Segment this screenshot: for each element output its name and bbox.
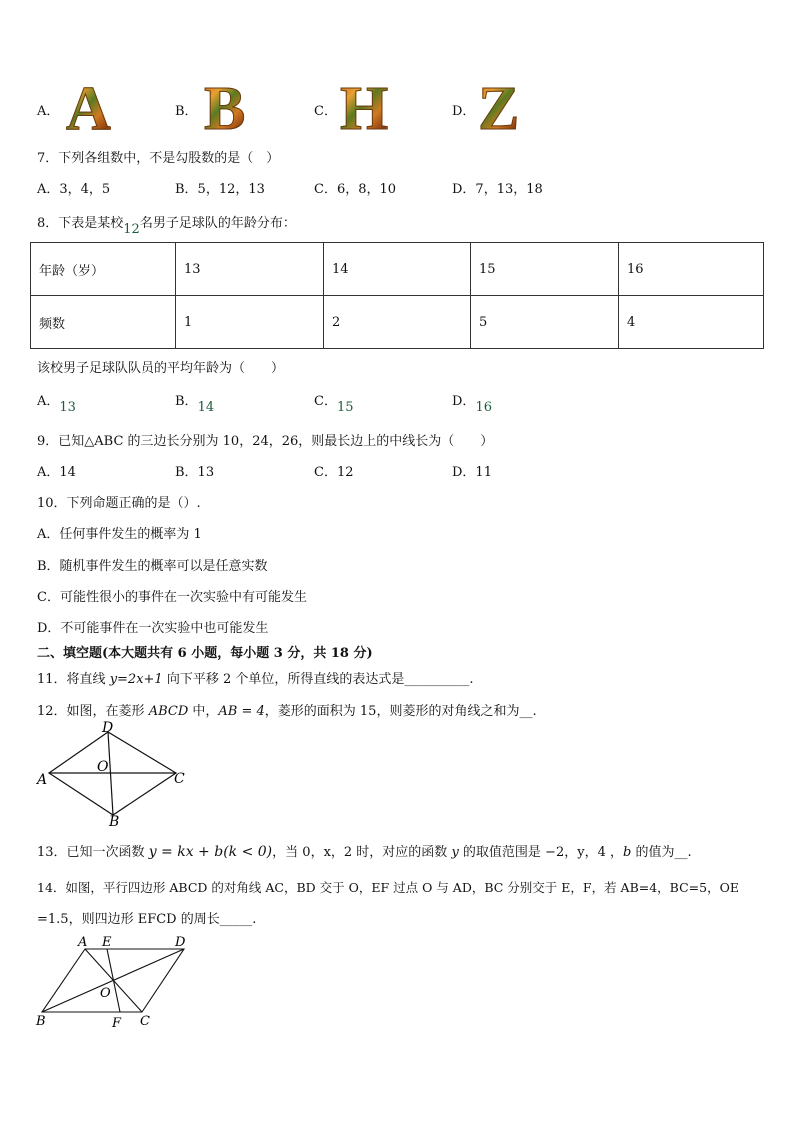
q8-option-c-label: C．	[314, 394, 337, 409]
q10-option-b: B．随机事件发生的概率可以是任意实数	[37, 559, 268, 574]
q13-b-var: b	[622, 845, 632, 860]
q10-option-d: D．不可能事件在一次实验中也可能发生	[37, 621, 269, 636]
q11-post: 向下平移 2 个单位，所得直线的表达式是	[162, 672, 405, 687]
q6-option-d-label: D．	[452, 104, 476, 119]
q7-stem: 7．下列各组数中，不是勾股数的是（ ）	[37, 151, 280, 166]
section-heading: 二、填空题(本大题共有 6 小题，每小题 3 分，共 18 分)	[37, 646, 373, 661]
table-cell: 16	[619, 243, 764, 296]
q13-mid: ，当 0	[272, 845, 311, 860]
q6-option-c-image: H	[340, 75, 389, 143]
q14-stem-line2: =1.5，则四边形 EFCD 的周长_____.	[37, 912, 257, 927]
q8-question: 该校男子足球队队员的平均年龄为（ ）	[37, 361, 285, 376]
q12-stem	[37, 700, 537, 719]
q6-option-d-image: Z	[478, 75, 520, 143]
q7-option-b: B．5，12，13	[175, 182, 265, 197]
q6-option-b-label: B．	[175, 104, 198, 119]
table-cell: 2	[324, 296, 471, 349]
segment-ef	[107, 949, 120, 1012]
label-c: C	[140, 1014, 150, 1029]
table-row	[31, 296, 764, 349]
q8-option-d	[452, 390, 492, 415]
q9-option-b: B．13	[175, 465, 215, 480]
table-cell: 频数	[31, 296, 176, 349]
q13-stem	[37, 841, 692, 860]
q11-stem	[37, 668, 474, 687]
age-distribution-table	[30, 242, 764, 349]
table-cell: 4	[619, 296, 764, 349]
label-a: A	[78, 935, 88, 950]
q7-option-d: D．7，13，18	[452, 182, 543, 197]
q6-option-c-label: C．	[314, 104, 337, 119]
q12-pre: 12．如图，在菱形	[37, 704, 149, 719]
rhombus-figure	[34, 720, 194, 828]
q13-post: 的值为	[631, 845, 675, 860]
table-cell: 15	[471, 243, 619, 296]
q11-pre: 11．将直线	[37, 672, 110, 687]
q9-option-a: A．14	[37, 465, 76, 480]
label-o: O	[97, 759, 109, 775]
q11-expression: y=2x+1	[109, 672, 163, 687]
q13-y-var: y	[451, 845, 459, 860]
q13-blank: __.	[674, 845, 692, 860]
q8-stem-start: 8．下表是某校	[37, 216, 124, 231]
table-row	[31, 243, 764, 296]
q9-option-d: D．11	[452, 465, 492, 480]
q8-option-d-value: 16	[475, 400, 492, 415]
q13-range-x: ，x，2 时，对应的函数	[310, 845, 452, 860]
label-e: E	[102, 935, 112, 950]
q8-option-b-value: 14	[197, 400, 215, 415]
table-cell: 1	[176, 296, 324, 349]
q10-stem: 10．下列命题正确的是（）.	[37, 496, 201, 511]
q12-condition: AB = 4	[218, 704, 265, 719]
table-cell: 年龄（岁）	[31, 243, 176, 296]
q12-shape: ABCD	[148, 704, 189, 719]
parallelogram-figure	[32, 934, 192, 1030]
q13-function: y = kx + b(k < 0)	[148, 844, 273, 860]
q6-option-a-image: A	[66, 75, 111, 143]
q8-option-a-value: 13	[59, 400, 76, 415]
q8-option-d-label: D．	[452, 394, 476, 409]
q7-option-a: A．3，4，5	[37, 182, 111, 197]
q10-option-c: C．可能性很小的事件在一次实验中有可能发生	[37, 590, 307, 605]
q8-option-a-label: A．	[37, 394, 60, 409]
table-cell: 5	[471, 296, 619, 349]
table-cell: 14	[324, 243, 471, 296]
q8-stem	[37, 212, 296, 237]
q13-range-y: 的取值范围是 −2，y，4 ，	[458, 845, 623, 860]
label-d: D	[175, 935, 186, 950]
table-cell: 13	[176, 243, 324, 296]
label-b: B	[109, 814, 120, 828]
q7-option-c: C．6，8，10	[314, 182, 397, 197]
q13-pre: 13．已知一次函数	[37, 845, 149, 860]
label-b: B	[36, 1014, 46, 1029]
q12-mid: 中，	[188, 704, 219, 719]
q10-option-a: A．任何事件发生的概率为 1	[37, 527, 202, 542]
label-o: O	[100, 986, 111, 1001]
q6-option-b-image: B	[204, 75, 246, 143]
q8-stem-end: 名男子足球队的年龄分布：	[139, 216, 296, 231]
q8-option-a	[37, 390, 76, 415]
q8-option-b-label: B．	[175, 394, 198, 409]
q8-option-c	[314, 390, 354, 415]
label-a: A	[37, 772, 48, 788]
q12-blank: __.	[519, 704, 537, 719]
q9-option-c: C．12	[314, 465, 354, 480]
q6-option-a-label: A．	[37, 104, 60, 119]
q12-post: ，菱形的面积为 15，则菱形的对角线之和为	[264, 704, 520, 719]
q8-option-b	[175, 390, 215, 415]
label-c: C	[174, 771, 185, 787]
q8-option-c-value: 15	[336, 400, 354, 415]
label-d: D	[102, 720, 114, 736]
q14-stem-line1: 14．如图，平行四边形 ABCD 的对角线 AC，BD 交于 O，EF 过点 O 与 AD，BC 分别交于 E，F，若 AB=4，BC=5，OE	[37, 880, 739, 895]
q8-stem-number: 12	[123, 222, 140, 237]
label-f: F	[112, 1016, 122, 1030]
q11-blank: __________.	[404, 672, 474, 687]
q9-stem: 9．已知△ABC 的三边长分别为 10，24，26，则最长边上的中线长为（ ）	[37, 434, 494, 449]
